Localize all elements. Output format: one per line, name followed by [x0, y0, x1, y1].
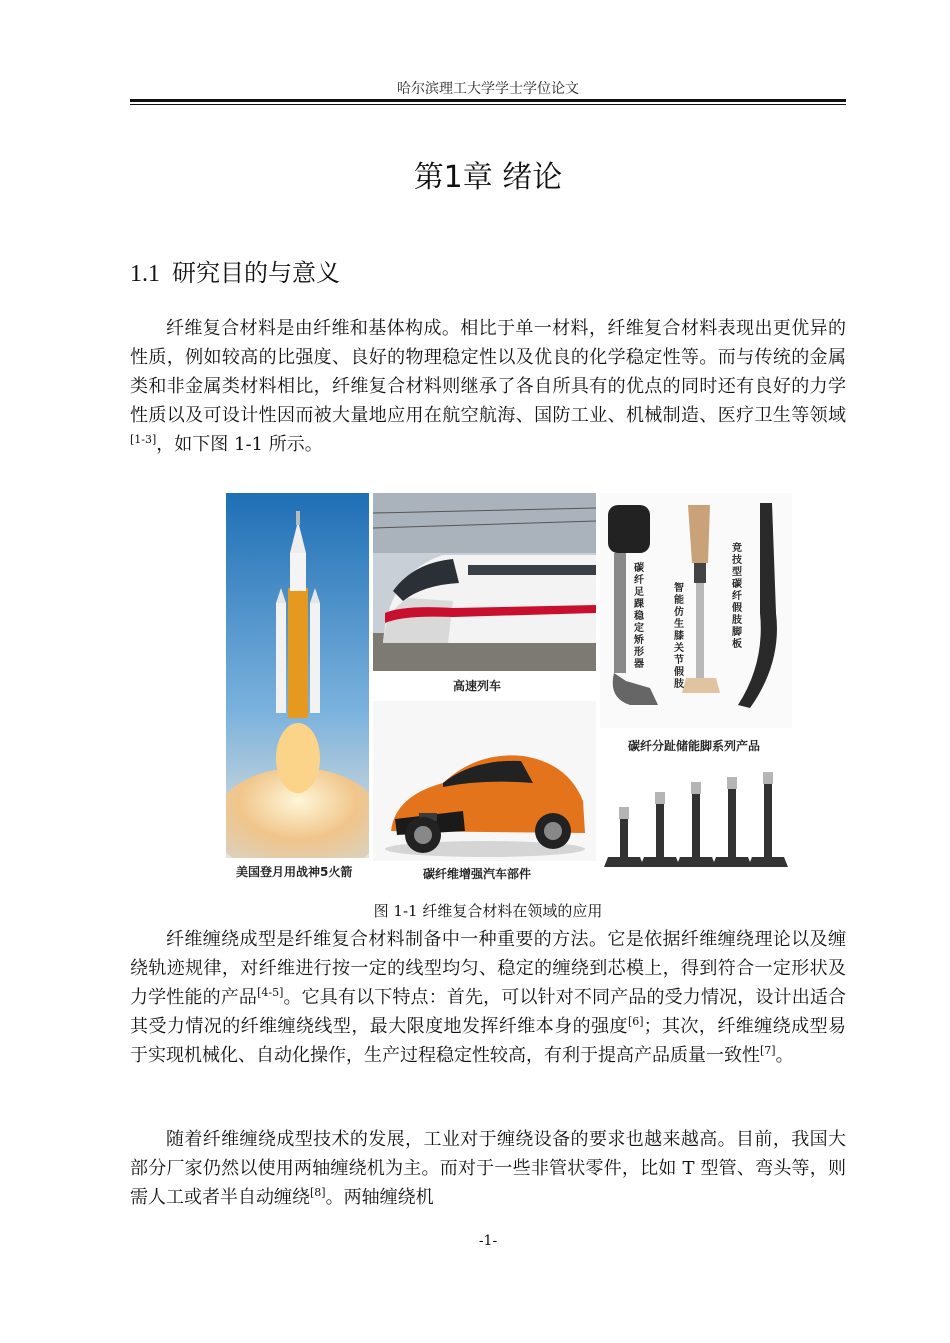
train-image: [373, 493, 596, 698]
feet-series-image: [600, 733, 792, 885]
figure-1-1: [226, 493, 792, 885]
citation: [1-3]: [130, 433, 157, 446]
paragraph-1-tail: ，如下图 1-1 所示。: [156, 434, 323, 455]
paragraph-2-s2: 。它具有以下特点：首先，可以针对不同产品的受力情况，设计出适合其受力情况的纤维缠绕线型，最大限度地发挥纤维本身的强度: [130, 987, 847, 1037]
citation: [8]: [310, 1186, 326, 1199]
header-rule-thick: [130, 99, 846, 102]
feet-illustration: [600, 757, 792, 885]
citation: [6]: [627, 1015, 644, 1028]
prosthetics-illustration: [600, 493, 792, 728]
citation: [4-5]: [257, 986, 284, 999]
paragraph-3-s1: 随着纤维缠绕成型技术的发展，工业对于缠绕设备的要求也越来越高。目前，我国大部分厂家仍然以使用两轴缠绕机为主。而对于一些非管状零件，比如 T 型管、弯头等，则需人工或者半自动缠绕: [130, 1129, 846, 1208]
paragraph-2: [130, 925, 846, 1070]
citation: [7]: [760, 1044, 776, 1057]
paragraph-2-s4: 。: [775, 1045, 794, 1066]
knee-label: 智能仿生膝关节假肢: [674, 583, 684, 690]
car-illustration: [373, 701, 596, 861]
car-caption: 碳纤维增强汽车部件: [423, 867, 532, 881]
section-number: 1.1: [130, 261, 160, 287]
page-header: 哈尔滨理工大学学士学位论文: [397, 81, 579, 97]
figure-caption: 图 1-1 纤维复合材料在领域的应用: [373, 902, 603, 920]
page-number: -1-: [478, 1233, 498, 1249]
section-title: [130, 253, 340, 288]
rocket-illustration: [226, 493, 369, 885]
paragraph-1: [130, 314, 846, 459]
blade-label: 竞技型碳纤假肢脚板: [732, 543, 742, 650]
section-heading: 研究目的与意义: [172, 259, 340, 287]
ankle-label: 碳纤足踝稳定矫形器: [634, 563, 644, 670]
paragraph-3: [130, 1125, 846, 1212]
paragraph-2-s1: 纤维缠绕成型是纤维复合材料制备中一种重要的方法。它是依据纤维缠绕理论以及缠绕轨迹规律，对纤维进行按一定的线型均匀、稳定的缠绕到芯模上，得到符合一定形状及力学性能的产品: [130, 929, 846, 1008]
prosthetics-image: [600, 493, 792, 728]
rocket-image: [226, 493, 369, 885]
rocket-caption: 美国登月用战神5火箭: [236, 865, 353, 879]
train-caption: 高速列车: [453, 679, 502, 693]
paragraph-2-s3: ；其次，纤维缠绕成型易于实现机械化、自动化操作，生产过程稳定性较高，有利于提高产品质量一致性: [130, 1016, 847, 1066]
header-rule-thin: [130, 104, 846, 105]
paragraph-3-s2: 。两轴缠绕机: [325, 1187, 434, 1208]
paragraph-1-text: 纤维复合材料是由纤维和基体构成。相比于单一材料，纤维复合材料表现出更优异的性质，例如较高的比强度、良好的物理稳定性以及优良的化学稳定性等。而与传统的金属类和非金属类材料相比，纤维复合材料则继承了各自所具有的优点的同时还有良好的力学性质以及可设计性因而被大量地应用在航空航海、国防工业、机械制造、医疗卫生等领域: [130, 318, 846, 426]
feet-caption: 碳纤分趾储能脚系列产品: [628, 739, 761, 753]
train-illustration: [373, 493, 596, 671]
car-image: [373, 701, 596, 885]
chapter-title: 第1章 绪论: [413, 160, 563, 195]
